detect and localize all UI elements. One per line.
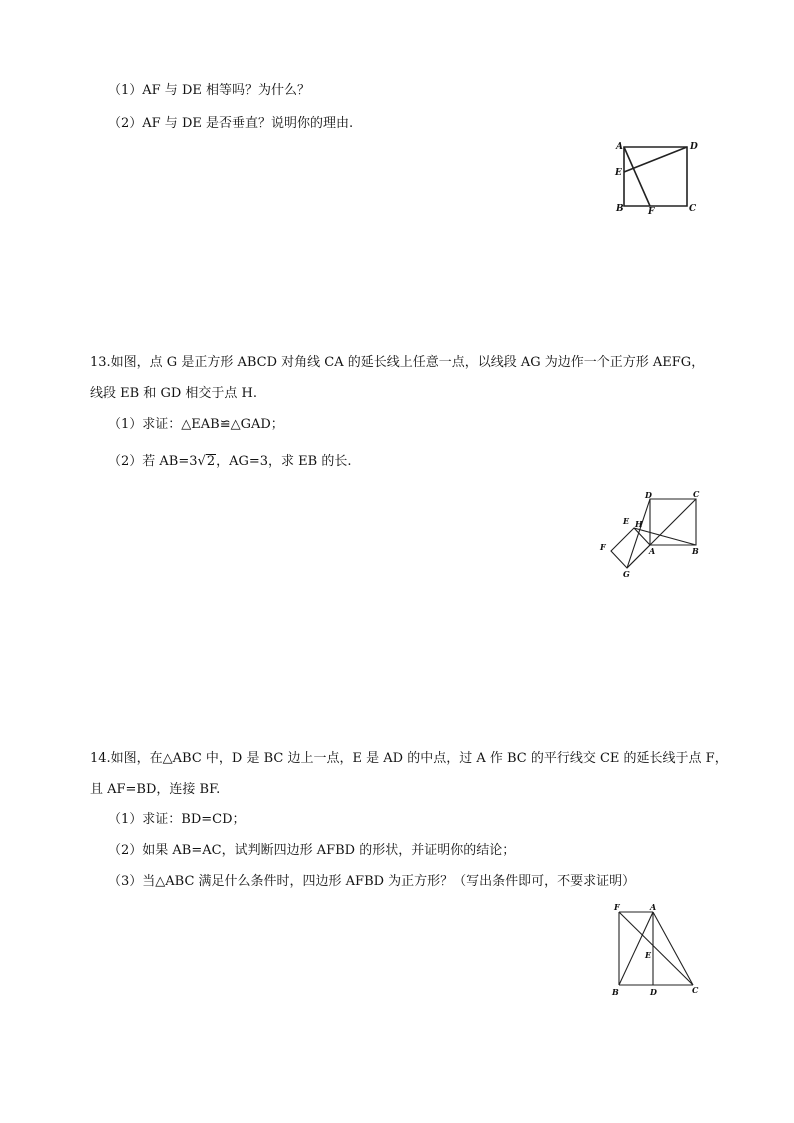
q14-segment-ab (619, 912, 653, 985)
q12-label-a: A (616, 142, 623, 152)
q13-label-c: C (693, 489, 700, 499)
q12-segment-de (624, 147, 687, 172)
q14-part1: （1）求证：BD=CD； (108, 812, 246, 827)
sqrt-symbol: √ (197, 454, 206, 469)
q14-segment-ac (653, 912, 693, 985)
q12-label-b: B (616, 204, 624, 214)
q14-stem-line2: 且 AF=BD，连接 BF. (90, 782, 221, 797)
q13-stem-line1: 13.如图，点 G 是正方形 ABCD 对角线 CA 的延长线上任意一点，以线段 AG 为边作一个正方形 AEFG， (90, 355, 705, 370)
q12-label-f: F (648, 207, 655, 217)
q14-segment-fc (619, 912, 693, 985)
q14-label-b: B (612, 987, 619, 997)
q14-part2: （2）如果 AB=AC，试判断四边形 AFBD 的形状，并证明你的结论； (108, 843, 516, 858)
q14-label-a: A (650, 902, 657, 912)
q12-square (624, 147, 687, 206)
q13-stem-line2: 线段 EB 和 GD 相交于点 H. (90, 386, 257, 401)
q13-part2-radicand: 2 (206, 454, 216, 469)
q14-label-f: F (614, 902, 620, 912)
q13-diagonal-ca (650, 499, 696, 545)
q12-part2: （2）AF 与 DE 是否垂直？说明你的理由. (108, 116, 354, 131)
q12-label-c: C (689, 204, 697, 214)
q14-label-d: D (650, 987, 657, 997)
q12-label-e: E (615, 168, 622, 178)
q13-label-f: F (600, 542, 606, 552)
q13-label-a: A (649, 546, 656, 556)
q14-figure (608, 900, 713, 1000)
q13-part2 (108, 454, 351, 470)
q13-label-b: B (692, 546, 699, 556)
q13-label-d: D (645, 490, 652, 500)
q13-part2-suffix: ，AG=3，求 EB 的长. (216, 454, 352, 469)
q13-part1: （1）求证：△EAB≌△GAD； (108, 417, 284, 432)
q12-label-d: D (690, 142, 698, 152)
q13-segment-gd (627, 499, 650, 568)
q14-part3: （3）当△ABC 满足什么条件时，四边形 AFBD 为正方形？（写出条件即可，不要求证明） (108, 874, 636, 889)
q13-label-h: H (635, 519, 643, 529)
q13-label-g: G (623, 569, 630, 579)
q12-figure-square-abcd (612, 138, 712, 223)
q12-part1: （1）AF 与 DE 相等吗？为什么？ (108, 83, 310, 98)
q13-figure-squares (595, 490, 710, 580)
q14-label-e: E (645, 950, 652, 960)
q13-square-aefg (611, 528, 650, 568)
q12-segment-af (624, 147, 650, 206)
q14-stem-line1: 14.如图，在△ABC 中，D 是 BC 边上一点，E 是 AD 的中点，过 A 作 BC 的平行线交 CE 的延长线于点 F， (90, 751, 728, 766)
q13-part2-prefix: （2）若 AB=3 (108, 454, 198, 469)
q13-label-e: E (623, 516, 630, 526)
q14-label-c: C (692, 985, 699, 995)
